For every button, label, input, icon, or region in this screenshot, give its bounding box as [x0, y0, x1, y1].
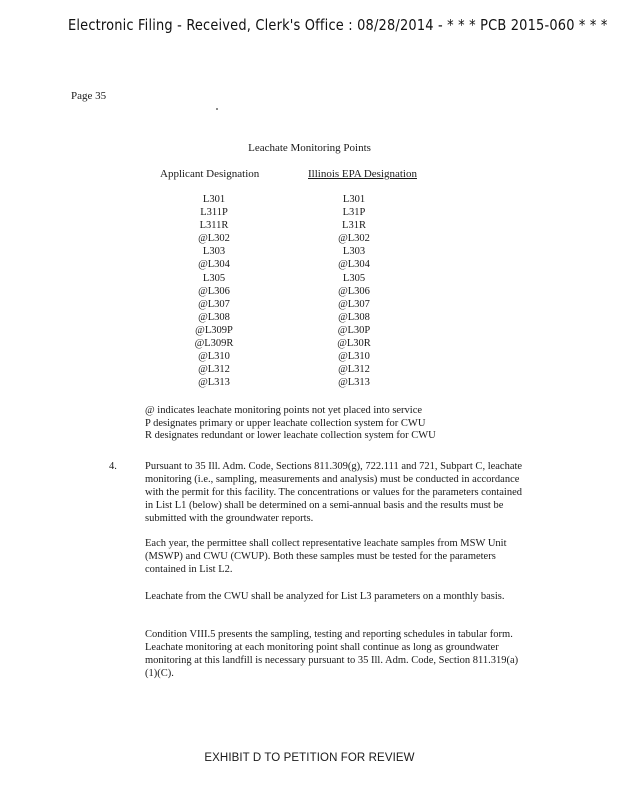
stray-mark [216, 108, 218, 110]
column-header-applicant: Applicant Designation [160, 168, 260, 180]
paragraph-annual-samples: Each year, the permittee shall collect representative leachate samples from MSW Unit (MSWP) and CWU (CWUP). Both these samples must be tested for the parameters contained in List L2. [145, 538, 507, 575]
illinois-epa-code: @L313 [338, 377, 370, 389]
column-header-illinois-epa: Illinois EPA Designation [308, 168, 417, 180]
applicant-code: @L309R [194, 338, 234, 350]
illinois-epa-code: @L30P [337, 324, 371, 336]
illinois-epa-codes-column [314, 193, 394, 389]
page-number: Page 35 [71, 90, 107, 102]
legend-notes [145, 405, 436, 443]
applicant-codes-column [174, 193, 254, 389]
electronic-filing-stamp: Electronic Filing - Received, Clerk's Office : 08/28/2014 - * * * PCB 2015-060 * * * [68, 16, 608, 34]
illinois-epa-code: @L308 [338, 311, 370, 323]
applicant-code: @L306 [198, 285, 230, 297]
applicant-code: @L308 [198, 311, 230, 323]
illinois-epa-code: L301 [342, 194, 366, 205]
illinois-epa-code: @L304 [338, 259, 370, 271]
illinois-epa-code: @L30R [337, 338, 371, 350]
legend-line: R designates redundant or lower leachate collection system for CWU [145, 430, 436, 441]
applicant-code: @L307 [198, 298, 230, 310]
illinois-epa-code: L303 [342, 246, 366, 258]
item-number: 4. [109, 461, 117, 472]
applicant-code: L303 [202, 246, 226, 258]
applicant-code: @L312 [198, 364, 230, 376]
applicant-code: @L313 [198, 377, 230, 389]
illinois-epa-code: L31P [342, 207, 366, 219]
illinois-epa-code: L31R [342, 220, 366, 232]
applicant-code: @L304 [198, 259, 230, 271]
illinois-epa-code: L305 [342, 272, 366, 284]
applicant-code: L301 [202, 194, 226, 205]
applicant-code: @L309P [195, 324, 233, 336]
table-title: Leachate Monitoring Points [248, 142, 371, 154]
paragraph-monthly-analysis: Leachate from the CWU shall be analyzed for List L3 parameters on a monthly basis. [145, 591, 505, 602]
illinois-epa-code: @L312 [338, 364, 370, 376]
illinois-epa-code: @L307 [338, 298, 370, 310]
exhibit-footer: EXHIBIT D TO PETITION FOR REVIEW [204, 752, 415, 764]
applicant-code: L305 [202, 272, 226, 284]
applicant-code: @L310 [198, 351, 230, 363]
illinois-epa-code: @L310 [338, 351, 370, 363]
applicant-code: L311R [199, 220, 229, 232]
applicant-code: @L302 [198, 233, 230, 245]
illinois-epa-code: @L302 [338, 233, 370, 245]
legend-line: @ indicates leachate monitoring points not yet placed into service [145, 405, 423, 416]
paragraph-leachate-monitoring: Pursuant to 35 Ill. Adm. Code, Sections 811.309(g), 722.111 and 721, Subpart C, leachate monitoring (i.e., sampling, measurements and analysis) must be conducted in accordance with the permit for this facility. The concentrations or values for the parameters contained in List L1 (below) shall be determined on a semi-annual basis and the results must be submitted with the groundwater reports. [145, 461, 523, 524]
paragraph-schedule: Condition VIII.5 presents the sampling, testing and reporting schedules in tabular form. Leachate monitoring at each monitoring point shall continue as long as groundwater monitoring at this landfill is necessary pursuant to 35 Ill. Adm. Code, Section 811.319(a)(1)(C). [145, 629, 519, 679]
applicant-code: L311P [200, 207, 228, 219]
illinois-epa-code: @L306 [338, 285, 370, 297]
legend-line: P designates primary or upper leachate collection system for CWU [145, 417, 426, 429]
